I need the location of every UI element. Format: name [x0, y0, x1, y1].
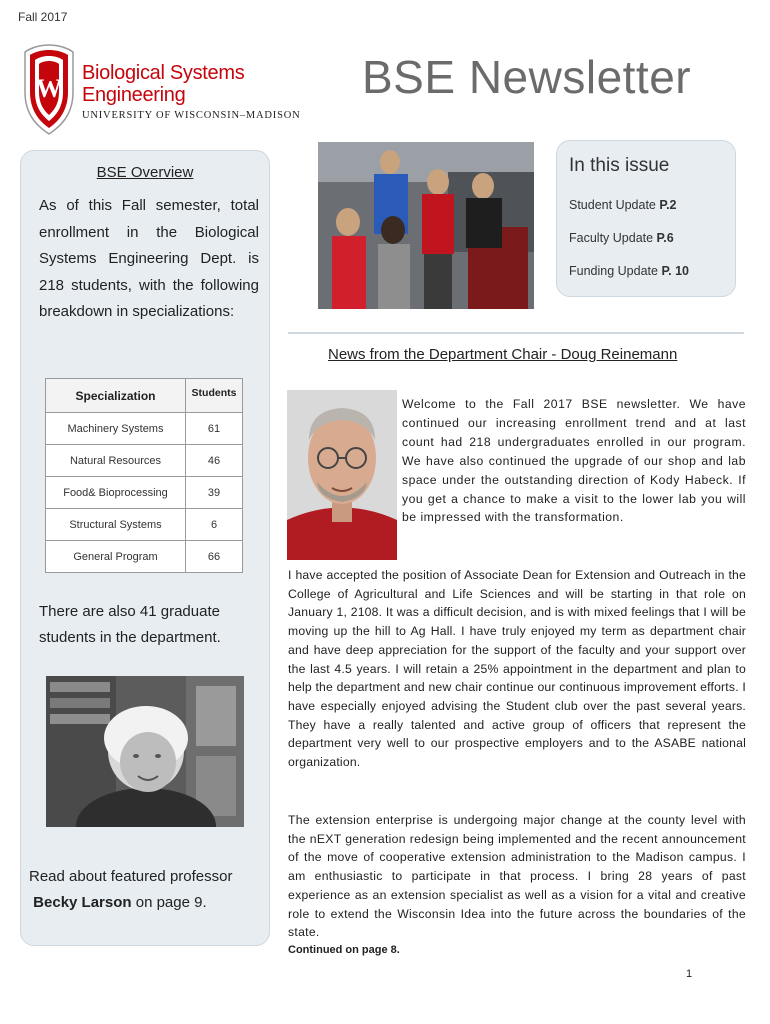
featured-professor-name: Becky Larson: [33, 894, 132, 911]
page-number: 1: [686, 968, 693, 980]
table-row: [46, 413, 243, 445]
column-header-specialization: Specialization: [46, 379, 186, 413]
issue-item-label: Funding Update: [569, 264, 662, 278]
overview-heading: BSE Overview: [96, 164, 194, 181]
overview-sidebar: [20, 150, 270, 946]
issue-item-page: P.6: [656, 231, 674, 245]
issue-item-page: P. 10: [661, 264, 690, 278]
graduate-students-text: There are also 41 graduate students in the department.: [39, 603, 221, 646]
students-cell: 61: [186, 413, 243, 445]
students-cell: 39: [186, 477, 243, 509]
table-row: [46, 445, 243, 477]
overview-text: As of this Fall semester, total enrollment in the Biological Systems Engineering Dept. is 218 students, with the following breakdown in specializations:: [39, 197, 259, 320]
specialization-cell: Food& Bioprocessing: [46, 477, 186, 509]
specialization-cell: Natural Resources: [46, 445, 186, 477]
issue-item-label: Faculty Update: [569, 231, 657, 245]
issue-item-student-update[interactable]: [569, 198, 677, 212]
students-cell: 66: [186, 541, 243, 573]
continued-note: Continued on page 8.: [288, 944, 400, 956]
chair-portrait-photo: [287, 390, 397, 560]
table-row: [46, 477, 243, 509]
column-header-students: Students: [186, 379, 243, 413]
uw-crest-icon: [20, 42, 78, 137]
department-logo: [20, 42, 320, 142]
specialization-table: [45, 378, 243, 573]
students-group-photo-image: [318, 142, 534, 309]
article-intro-paragraph: Welcome to the Fall 2017 BSE newsletter. We have continued our increasing enrollment trend and at last count had 218 undergraduates enrolled in our program. We have also continued the upgrade of our shop and lab space under the outstanding direction of Kody Habeck. If you get a chance to make a visit to the lower lab you will be impressed with the transformation.: [402, 397, 746, 525]
section-divider: [288, 332, 744, 334]
season-label: Fall 2017: [18, 10, 68, 24]
specialization-cell: Structural Systems: [46, 509, 186, 541]
table-header-row: [46, 379, 243, 413]
issue-item-funding-update[interactable]: [569, 264, 689, 278]
chair-portrait-image: [287, 390, 397, 560]
department-name-line2: Engineering: [82, 84, 186, 106]
university-name: UNIVERSITY OF WISCONSIN–MADISON: [82, 110, 301, 121]
newsletter-title: BSE Newsletter: [362, 51, 692, 103]
crest-letter: W: [36, 74, 62, 103]
table-row: [46, 541, 243, 573]
featured-text: Read about featured professor: [29, 868, 233, 885]
article-extension-paragraph: The extension enterprise is undergoing major change at the county level with the nEXT generation redesign being implemented and the recent announcement of the move of cooperative extension administration to the Madison campus. I am enthusiastic to participate in that process. I bring 28 years of past experience as an extension specialist as well as a vision for a vital and creative role to extend the Wisconsin Idea into the future across the boundaries of the state.: [288, 813, 746, 940]
table-row: [46, 509, 243, 541]
article-heading: News from the Department Chair - Doug Reinemann: [328, 346, 678, 363]
students-cell: 6: [186, 509, 243, 541]
department-name-line1: Biological Systems: [82, 62, 245, 84]
department-name: [82, 62, 244, 106]
specialization-cell: General Program: [46, 541, 186, 573]
issue-item-label: Student Update: [569, 198, 660, 212]
professor-photo-image: [46, 676, 244, 827]
professor-photo: [46, 676, 244, 827]
students-cell: 46: [186, 445, 243, 477]
featured-professor-note: [29, 864, 265, 916]
issue-item-faculty-update[interactable]: [569, 231, 674, 245]
students-group-photo: [318, 142, 534, 309]
featured-page-ref: on page 9.: [131, 894, 207, 911]
in-this-issue-box: [556, 140, 736, 297]
issue-item-page: P.2: [659, 198, 677, 212]
in-this-issue-title: In this issue: [569, 155, 670, 176]
specialization-cell: Machinery Systems: [46, 413, 186, 445]
article-main-paragraph: I have accepted the position of Associate Dean for Extension and Outreach in the College of Agricultural and Life Sciences and will be starting in that role on January 1, 2108. It was a difficult decision, and is with mixed feelings that I will be moving up the hill to Ag Hall. I have truly enjoyed my term as department chair and have deep appreciation for the support of the faculty and your support over the last 4.5 years. I will retain a 25% appointment in the department and plan to help the department and new chair continue our continuous improvement efforts. I have especially enjoyed advising the Student club over the past several years. They have a really talented and active group of officers that represent the department very well to our prospective employers and to the ASABE national organization.: [288, 568, 746, 770]
